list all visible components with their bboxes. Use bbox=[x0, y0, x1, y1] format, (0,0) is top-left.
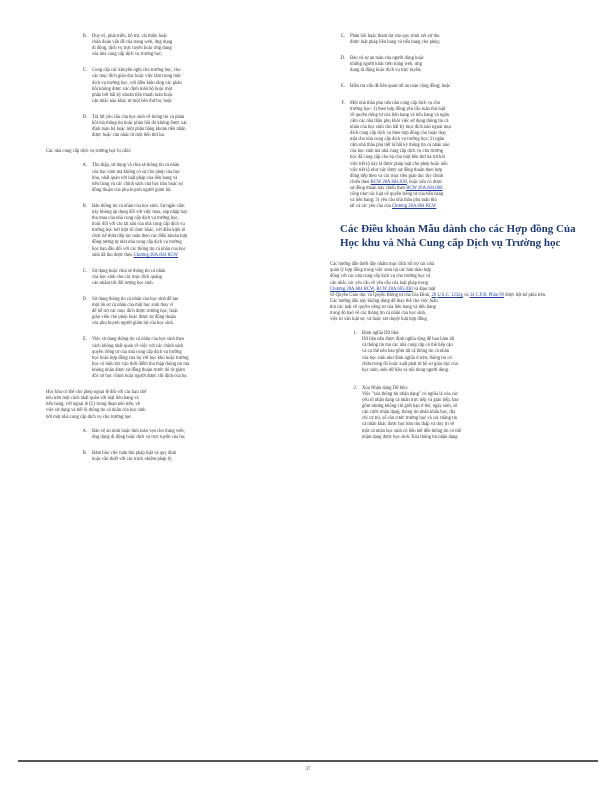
intro-text-4: được liệt kê phía trên. Các hướng dẫn này không dùng để thay thế cho việc tuân thủ các luật về quyền riêng tư của liên bang và tiểu bang trong đó bao về các thông tin cá nhân của học sinh, việc tư vấn luật sư, và hoặc xét duyệt luật hợp đồng bbox=[330, 292, 547, 323]
footer-divider bbox=[18, 760, 598, 762]
list-item bbox=[72, 68, 308, 105]
item-label: B. bbox=[82, 450, 87, 456]
item-text bbox=[92, 204, 308, 259]
item-label: B. bbox=[82, 34, 87, 39]
list-item bbox=[72, 269, 308, 287]
item-text: Bảo vệ sự an toàn của người dùng hoặc những người khác trên trang web, ứng dụng di động hoặc dịch vụ trực tuyến; bbox=[350, 56, 424, 74]
list-item bbox=[330, 56, 578, 74]
item-text-content: Bán thông tin cá nhân của học sinh. Sự ngăn cấm này không áp dụng đối với việc mua, sáp nhập hay thu mua của nhà cung cấp dịch vụ trường học, hoặc đối với các tài sản của nhà cung cấp dịch vụ trường học bởi một tổ chức khác, với điều kiện tổ chức kế thừa tiếp tục tuân theo các điều khoản hợp đồng tương tự như nhà cung cấp dịch vụ trường học ban đầu đối với các thông tin cá nhân của học sinh đã thu được theo bbox=[92, 203, 188, 258]
left-items-main bbox=[72, 163, 308, 380]
list-item bbox=[330, 34, 578, 46]
item-label: C. bbox=[82, 68, 87, 74]
item-description: Việc "xóa thông tin nhận dạng" có nghĩa là xóa các yếu tố nhận dạng cá nhân trực tiếp và gián tiếp, bao gồm nhưng không chỉ giới hạn ở tên, ngày sinh, số căn cước nhận dạng, thông tin nhân khẩu học, địa chỉ cư trú, số căn cước trường học và các thông tin cá nhân khác được học khu thu thập và duy trì về một cá nhân học sinh có liên kết đến thông tin có thể nhận dạng được học sinh. Xóa thông tin nhận dạng bbox=[362, 391, 461, 440]
item-label: D. bbox=[82, 297, 87, 302]
list-item bbox=[72, 451, 308, 463]
item-text: Duy trì, phát triển, hỗ trợ, cải thiện hoặc chẩn đoán vấn đề của trang web, ứng dụng di động, dịch vụ trực tuyến hoặc ứng dụng của nhà cung cấp dịch vụ trường học; bbox=[92, 34, 173, 58]
item-label: F. bbox=[341, 100, 345, 106]
item-title: Xóa Nhận dạng Dữ liệu: bbox=[362, 385, 409, 391]
item-label: A. bbox=[82, 163, 87, 169]
list-item bbox=[330, 101, 578, 211]
numbered-item bbox=[346, 331, 578, 374]
item-number: 1. bbox=[353, 331, 357, 337]
item-text: Cung cấp các khuyến nghị cho trường học, cho các mục đích giáo dục hoặc việc làm trong một dịch vụ trường học, với điều kiện rằng các phản hồi không được xác định toàn bộ hoặc một phần bởi bất kỳ khoản tiền thanh toán hoặc cân nhắc nào khác từ một bên thứ ba; hoặc bbox=[92, 68, 182, 104]
right-items-top bbox=[330, 34, 578, 210]
item-text: Thu thập, sử dụng và chia sẻ thông tin cá nhân của học sinh mà không có sự cho phép của học khu, nhất quán với luật pháp của liên bang và tiểu bang và các chính sách của học khu hoặc sự đồng thuận của phụ huynh người giám hộ. bbox=[92, 163, 183, 193]
item-label: B. bbox=[82, 203, 87, 209]
item-text: Sử dụng thông tin cá nhân của học sinh để tạo một hồ sơ cá nhân của một học sinh thay vì để hỗ trợ các mục đích được trường học, hoặc giáo viên cho phép hoặc được sự đồng thuận của phụ huynh người giám hộ của học sinh. bbox=[92, 297, 179, 327]
item-number: 2. bbox=[353, 385, 357, 391]
item-label: C. bbox=[82, 268, 87, 274]
item-text: Phản hồi hoặc tham dự vào quy trình xét xử thu được luật pháp liên bang và tiểu bang cho phép; bbox=[350, 34, 441, 46]
rcw-link[interactable]: Chương 28A.604 RCW bbox=[330, 286, 375, 292]
item-label: C. bbox=[340, 34, 345, 39]
usc-link[interactable]: U.S.C. 1232g bbox=[437, 292, 463, 298]
item-text: Sử dụng hoặc chia sẻ thông tin cá nhân của học sinh cho các mục đích quảng cáo nhắm tới đối tượng học sinh. bbox=[92, 268, 166, 286]
list-item bbox=[72, 429, 308, 441]
item-text bbox=[362, 386, 578, 441]
item-text: Việc sử dụng thông tin cá nhân của học sinh theo cách không nhất quán về việc với các chính sách quyền riêng tư của nhà cung cấp dịch vụ trường học hoặc hợp đồng của họ với học khu hoặc trường học có hiệu lực vào thời điểm thu thập thông tin mà không nhận được sự đồng thuận trước đó từ giám đốc sở học chính hoặc người được chỉ định của họ. bbox=[92, 337, 190, 380]
prohibitions-intro: Các nhà cung cấp dịch vụ trường học bị cấm: bbox=[46, 149, 132, 155]
item-title: Định nghĩa Dữ liệu: bbox=[362, 331, 400, 337]
list-item bbox=[72, 204, 308, 259]
usc-link[interactable]: 20 bbox=[431, 292, 437, 298]
list-item bbox=[72, 163, 308, 193]
intro-text-1: Các hướng dẫn dưới đây nhằm mục đích hỗ trợ các nhà quản lý hợp đồng trong việc xem lại các bản thảo hợp đồng với các nhà cung cấp dịch vụ cho trường học và cân nhắc các yêu cầu về yêu cầu của luật pháp trong bbox=[330, 262, 435, 286]
numbered-items bbox=[330, 331, 578, 441]
page-number: 37 bbox=[305, 767, 311, 772]
item-label: D. bbox=[82, 114, 87, 120]
intro-text-3: và bbox=[462, 292, 470, 298]
item-label: D. bbox=[340, 56, 345, 62]
left-items-bottom bbox=[72, 429, 308, 463]
right-column bbox=[330, 34, 578, 453]
list-item bbox=[72, 34, 308, 58]
list-item bbox=[72, 297, 308, 327]
rcw-link[interactable]: Chương 28A.604 RCW bbox=[133, 252, 179, 258]
item-label: A. bbox=[82, 428, 87, 434]
item-text bbox=[350, 101, 578, 211]
item-label: E. bbox=[82, 337, 87, 343]
section-heading: Các Điều khoản Mẫu dành cho các Hợp đồng Của Học khu và Nhà Cung cấp Dịch vụ Trường học bbox=[340, 223, 576, 250]
list-item bbox=[72, 115, 308, 139]
item-text: Điều tra vấn đề liên quan tới an toàn cộng đồng; hoặc bbox=[350, 84, 451, 90]
list-item bbox=[330, 84, 578, 90]
numbered-item bbox=[346, 386, 578, 441]
left-items-top bbox=[72, 34, 308, 139]
exceptions-paragraph: Học khu có thể cho phép ngoại lệ đối với các hạn chế nêu trên một cách nhất quán với luật liên bang và tiểu bang, với ngoại lệ (C) trong đoạn nêu trên, về việc sử dụng và tiết lộ thông tin cá nhân của học sinh bởi một nhà cung cấp dịch vụ cho trường học. bbox=[46, 390, 147, 420]
cfr-link[interactable]: 34 C.F.R. Phần 99 bbox=[469, 292, 504, 298]
item-f-text-2: , hoặc nếu có được sự đồng thuận này chiếu theo bbox=[350, 179, 443, 191]
item-text: Trả lời yêu cầu của học sinh về thông tin và phản hồi mà thông tin hoặc phản hồi đó không được xác định toàn bộ hoặc một phần bằng khoản tiền nhận được hoặc cân nhắc từ một bên thứ ba. bbox=[92, 114, 188, 139]
left-column bbox=[46, 34, 308, 473]
item-text bbox=[362, 331, 578, 374]
intro-text-2: và Đạo luật về Quyền Giáo dục và Quyền Riêng tư của Gia Đình, bbox=[330, 286, 436, 298]
item-text: Bảo vệ an ninh hoặc tính toàn vẹn cho trang web, ứng dụng di động hoặc dịch vụ trực tuyến của họ; bbox=[92, 428, 186, 440]
rcw-link[interactable]: Chương 28A.604 RCW bbox=[391, 204, 437, 210]
item-label: E. bbox=[340, 84, 345, 90]
item-description: Dữ liệu nên được định nghĩa rộng để bao hàm tất cả thông tin mà các nhà cung cấp có thể tiếp cận và cụ thể nên bao gồm tất cả thông tin cá nhân của học sinh như định nghĩa ở trên, thông tin có chứa trong đó hoặc xuất phát từ hồ sơ giáo dục của học sinh, siêu dữ liệu và nội dung người dùng. bbox=[362, 337, 458, 373]
guidance-intro: Các hướng dẫn dưới đây nhằm mục đích hỗ trợ các nhà quản lý hợp đồng trong việc xem lại các bản thảo hợp đồng với các nhà cung cấp dịch vụ cho trường học và cân nhắc các yêu cầu về yêu cầu của luật pháp trong Chương 28A.604 RCW, RCW 28A.605.030 và Đạo luật về Quyền Giáo dục và Quyền Riêng tư của Gia Đình, 20 U.S.C. 1232g và 34 C.F.R. Phần 99 được liệt kê phía trên. Các hướng dẫn này không dùng để thay thế cho việc tuân thủ các luật về quyền riêng tư của liên bang và tiểu bang trong đó bao về các thông tin cá nhân của học sinh, việc tư vấn luật sư, và hoặc xét duyệt luật hợp đồng bbox=[330, 262, 547, 323]
item-f-text-3: . cũng như các luật về quyền riêng tư của tiểu bang và liên bang; 3) yêu cầu nhà thầu phụ tuân thủ tất cả các yêu cầu của bbox=[350, 185, 444, 210]
rcw-link[interactable]: RCW 28A.604.030 bbox=[370, 179, 407, 185]
rcw-link[interactable]: RCW 28A.604.060 bbox=[406, 185, 443, 191]
rcw-link[interactable]: RCW 28A.605.030 bbox=[376, 286, 413, 292]
list-item bbox=[72, 337, 308, 380]
item-text: Đảm bảo việc tuân thủ pháp luật và quy định hoặc cần thiết với các trách nhiệm pháp lý; bbox=[92, 450, 177, 462]
item-f-text-1: Một nhà thầu phụ nếu nhà cung cấp dịch vụ cho trường học: 1) theo hợp đồng yêu cầu tuân thủ luật về quyền riêng tư của liên bang và tiểu bang và ngăn cấm các nhà thầu phụ khỏi việc sử dụng thông tin cá nhân của học sinh cho bất kỳ mục đích nào ngoài mục đích cung cấp dịch vụ theo hợp đồng cho hoặc thay mặt cho nhà cung cấp dịch vụ trường học; 2) ngăn cấm nhà thầu phụ tiết lộ bất kỳ thông tin cá nhân nào của học sinh mà nhà cung cấp dịch vụ cho trường học đã cung cấp cho họ cho một bên thứ ba trừ khi việc tiết lộ này là được pháp luật cho phép hoặc nếu việc tiết lộ như vậy được sự đồng thuận theo hợp đồng tiếp theo và các mục tiêu giáo dục tùy chỉnh chiếu theo bbox=[350, 100, 452, 185]
